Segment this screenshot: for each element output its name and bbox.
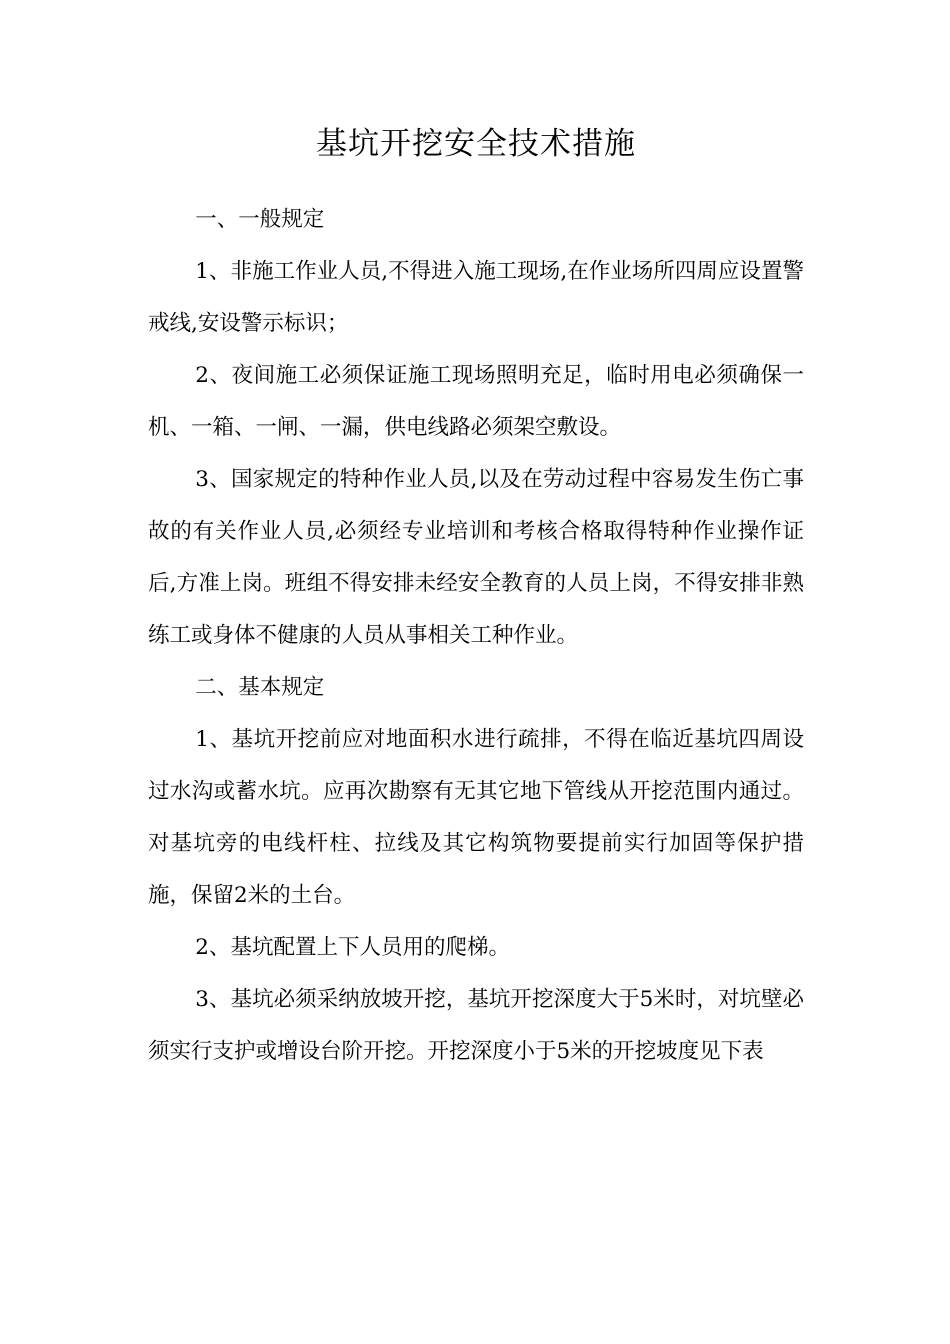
document-body <box>148 194 804 1078</box>
section-heading-basic: 二、基本规定 <box>195 675 325 700</box>
document-title: 基坑开挖安全技术措施 <box>316 126 636 162</box>
paragraph-basic-3: 3、基坑必须采纳放坡开挖，基坑开挖深度大于5米时，对坑壁必须实行支护或增设台阶开挖。开挖深度小于5米的开挖坡度见下表 <box>148 987 804 1064</box>
paragraph-general-1: 1、非施工作业人员,不得进入施工现场,在作业场所四周应设置警戒线,安设警示标识； <box>148 259 804 336</box>
paragraph-general-2: 2、夜间施工必须保证施工现场照明充足，临时用电必须确保一机、一箱、一闸、一漏，供电线路必须架空敷设。 <box>148 363 804 440</box>
paragraph-basic-1: 1、基坑开挖前应对地面积水进行疏排，不得在临近基坑四周设过水沟或蓄水坑。应再次勘察有无其它地下管线从开挖范围内通过。对基坑旁的电线杆柱、拉线及其它构筑物要提前实行加固等保护措施，保留2米的土台。 <box>148 727 804 908</box>
section-heading-general: 一、一般规定 <box>195 207 325 232</box>
paragraph-general-3: 3、国家规定的特种作业人员,以及在劳动过程中容易发生伤亡事故的有关作业人员,必须经专业培训和考核合格取得特种作业操作证后,方准上岗。班组不得安排未经安全教育的人员上岗，不得安排非熟练工或身体不健康的人员从事相关工种作业。 <box>148 467 804 648</box>
paragraph-basic-2: 2、基坑配置上下人员用的爬梯。 <box>195 935 510 960</box>
